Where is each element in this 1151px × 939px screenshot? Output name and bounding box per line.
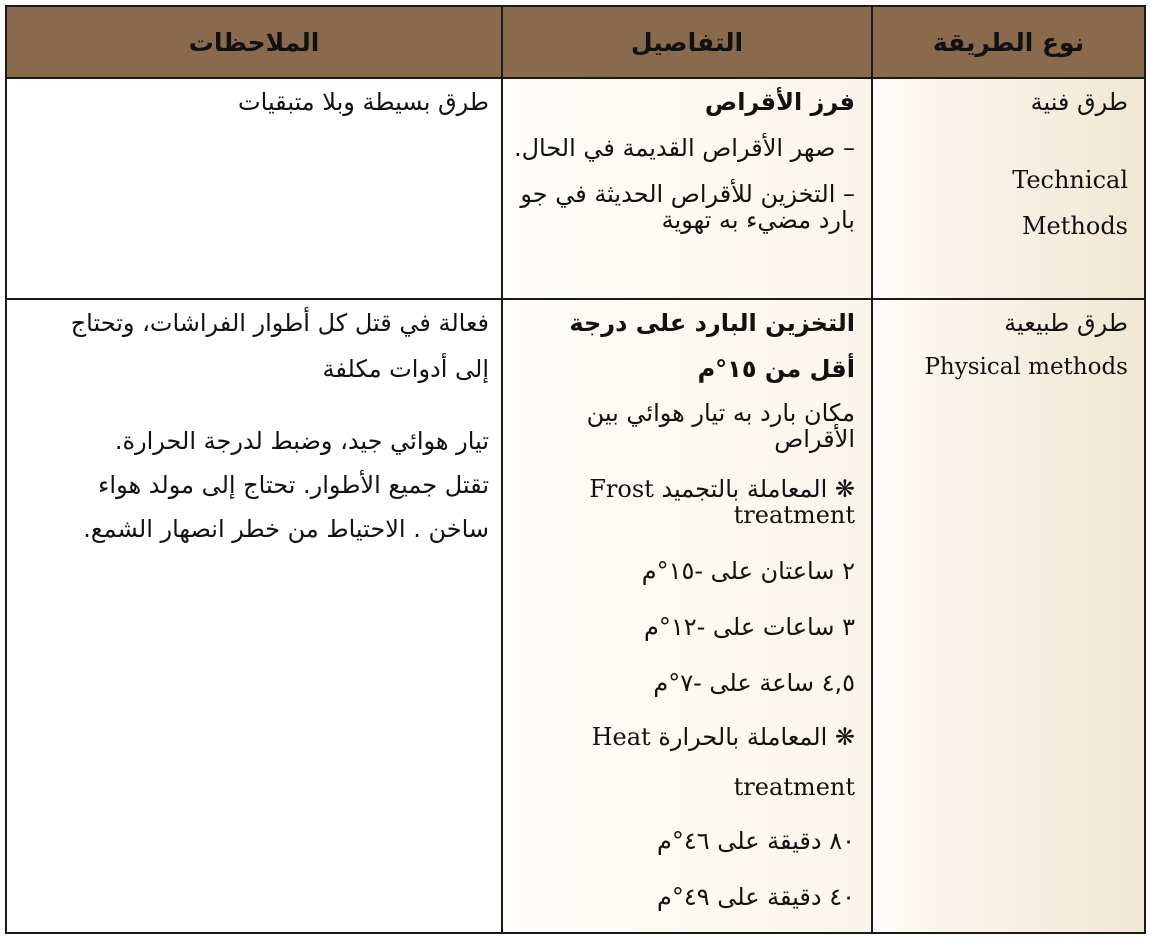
type-english: Methods <box>1021 212 1128 240</box>
header-notes: الملاحظات <box>188 27 320 57</box>
details-text: – التخزين للأقراص الحديثة في جو بارد مضيء به تهوية <box>520 180 855 234</box>
details-cell <box>501 79 871 298</box>
type-english: Physical methods <box>924 354 1128 380</box>
header-type: نوع الطريقة <box>871 7 1144 77</box>
notes-text: إلى أدوات مكلفة <box>322 355 489 383</box>
details-title: فرز الأقراص <box>704 88 855 116</box>
heat-step: ٤٠ دقيقة على ٤٩°م <box>657 883 855 911</box>
type-arabic: طرق طبيعية <box>1004 309 1128 337</box>
header-details: التفاصيل <box>501 7 871 77</box>
notes-cell <box>7 300 501 932</box>
frost-step: ٢ ساعتان على -١٥°م <box>641 557 855 585</box>
heat-english: treatment <box>733 773 855 801</box>
details-cell <box>501 300 871 932</box>
frost-treatment-title <box>513 476 855 528</box>
notes-cell <box>7 79 501 298</box>
type-cell <box>871 79 1144 298</box>
frost-arabic: ❋ المعاملة بالتجميد <box>661 475 855 503</box>
heat-english: Heat <box>591 723 651 751</box>
table-row <box>7 300 1144 932</box>
notes-text: طرق بسيطة وبلا متبقيات <box>238 88 489 116</box>
heat-step: ٨٠ دقيقة على ٤٦°م <box>657 827 855 855</box>
details-text: مكان بارد به تيار هوائي بين الأقراص <box>586 399 855 453</box>
details-text: – صهر الأقراص القديمة في الحال. <box>513 134 855 162</box>
frost-step: ٤,٥ ساعة على -٧°م <box>653 669 855 697</box>
heat-treatment-title <box>513 720 855 754</box>
table-row <box>7 79 1144 300</box>
frost-english: Frost treatment <box>589 475 855 529</box>
type-cell <box>871 300 1144 932</box>
type-english: Technical <box>1012 166 1128 194</box>
details-title: أقل من ١٥°م <box>697 355 855 383</box>
table-header <box>7 7 1144 79</box>
type-arabic: طرق فنية <box>1030 88 1128 116</box>
notes-text: تقتل جميع الأطوار. تحتاج إلى مولد هواء <box>98 471 489 499</box>
notes-text: تيار هوائي جيد، وضبط لدرجة الحرارة. <box>114 427 489 455</box>
notes-text: ساخن . الاحتياط من خطر انصهار الشمع. <box>83 515 489 543</box>
notes-text: فعالة في قتل كل أطوار الفراشات، وتحتاج <box>70 309 489 337</box>
heat-arabic: ❋ المعاملة بالحرارة <box>658 723 855 751</box>
methods-table <box>5 5 1146 934</box>
details-title: التخزين البارد على درجة <box>569 309 855 337</box>
frost-step: ٣ ساعات على -١٢°م <box>644 613 855 641</box>
